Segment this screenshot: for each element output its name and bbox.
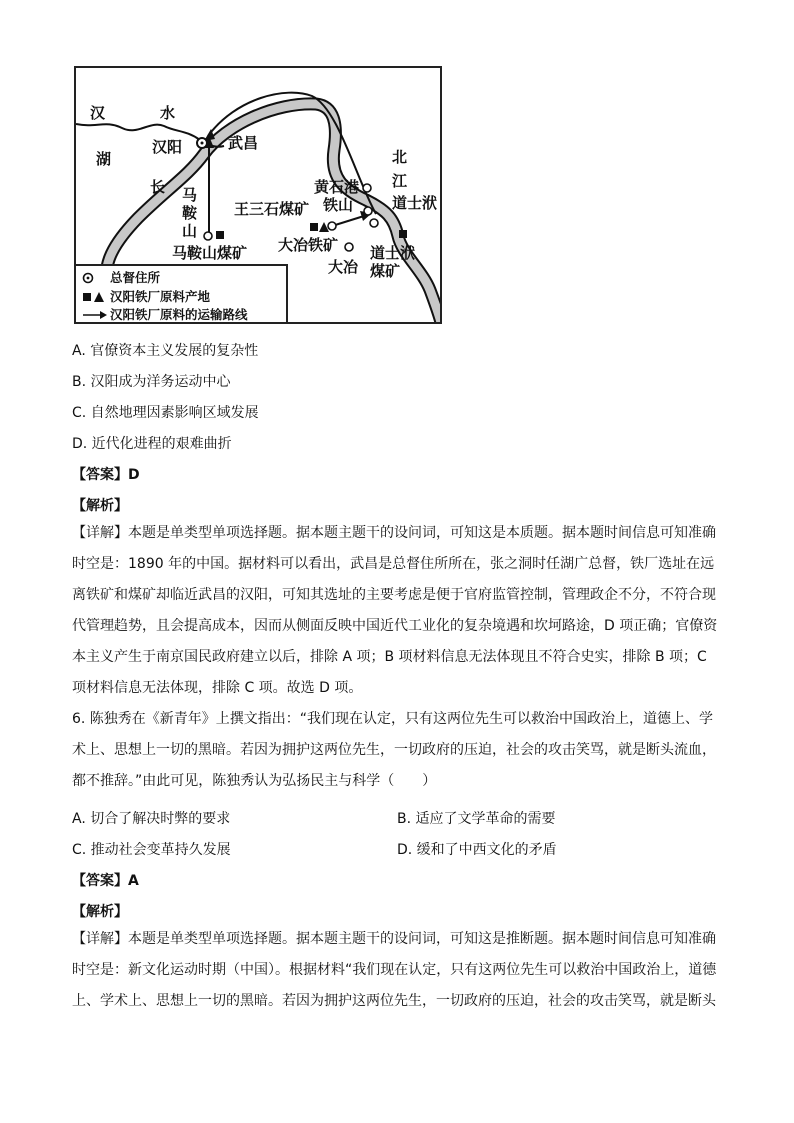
map-label-huangshigang: 黄石港 — [314, 178, 360, 196]
q6-option-b: B. 适应了文学革命的需要 — [397, 811, 556, 827]
map-label-han: 汉 — [90, 104, 106, 122]
q6-option-a: A. 切合了解决时弊的要求 — [72, 811, 231, 827]
legend-row-source: 汉阳铁厂原料产地 — [82, 291, 210, 304]
map-legend — [76, 264, 288, 324]
map-label-daoshiqi-top: 道士洑 — [392, 194, 438, 212]
site-daye — [345, 243, 353, 251]
map-label-daye: 大冶 — [328, 258, 359, 276]
site-tieshan — [364, 207, 372, 215]
site-maanshan — [204, 232, 212, 240]
map-label-hu: 湖 — [96, 150, 112, 168]
q5-answer: 【答案】D — [72, 467, 140, 483]
map-label-hanyang: 汉阳 — [152, 138, 183, 156]
q6-option-d: D. 缓和了中西文化的矛盾 — [397, 842, 557, 858]
q6-stem: 6. 陈独秀在《新青年》上撰文指出：“我们现在认定，只有这两位先生可以救治中国政治上，道德上、学术上、思想上一切的黑暗。若因为拥护这两位先生，一切政府的压迫，社会的攻击笑骂，就是断头流血，都不推辞。”由此可见，陈独秀认为弘扬民主与科学（ ） — [72, 711, 716, 789]
q5-option-d: D. 近代化进程的艰难曲折 — [72, 436, 232, 452]
q5-detail: 【详解】本题是单类型单项选择题。据本题主题干的设问词，可知这是本质题。据本题时间信息可知准确时空是：1890 年的中国。据材料可以看出，武昌是总督住所所在，张之洞时任湖广总督，铁厂选址在远离铁矿和煤矿却临近武昌的汉阳，可知其选址的主要考虑是便于官府监管控制，管理政企不分，不符合现代管理趋势，且会提高成本，因而从侧面反映中国近代工业化的复杂境遇和坎坷路途，D 项正确；官僚资本主义产生于南京国民政府建立以后，排除 A 项；B 项材料信息无法体现且不符合史实，排除 B 项；C 项材料信息无法体现，排除 C 项。故选 D 项。 — [72, 525, 718, 696]
legend-row-residence: 总督住所 — [82, 272, 160, 285]
map-label-chang: 长 — [150, 178, 166, 196]
coal-mine-marker-daoshiqi — [399, 230, 407, 238]
site-daye-iron — [328, 222, 336, 230]
route-line-daye — [332, 216, 364, 226]
q5-option-a: A. 官僚资本主义发展的复杂性 — [72, 343, 259, 359]
map-label-bei: 北 — [392, 148, 408, 166]
site-daoshiqi — [370, 219, 378, 227]
q6-answer: 【答案】A — [72, 873, 139, 889]
q5-option-b: B. 汉阳成为洋务运动中心 — [72, 374, 231, 390]
hanyang-ironworks-map — [74, 66, 442, 324]
q6-analysis-heading: 【解析】 — [72, 904, 128, 920]
q5-option-c: C. 自然地理因素影响区域发展 — [72, 405, 259, 421]
map-label-shui: 水 — [160, 104, 176, 122]
map-label-jiang: 江 — [392, 172, 408, 190]
map-label-daoshiqi-coal-2: 煤矿 — [370, 262, 401, 280]
legend-row-route: 汉阳铁厂原料的运输路线 — [82, 309, 248, 322]
map-label-daoshiqi-coal: 道士洑 — [370, 244, 416, 262]
q5-analysis-heading: 【解析】 — [72, 498, 128, 514]
q6-option-c: C. 推动社会变革持久发展 — [72, 842, 231, 858]
map-label-maanshan-coal: 马鞍山煤矿 — [172, 244, 248, 262]
map-label-daye-iron: 大冶铁矿 — [278, 236, 339, 254]
map-label-tieshan: 铁山 — [323, 196, 354, 214]
map-label-wuchang: 武昌 — [228, 134, 259, 152]
coal-mine-marker-wangsanshi — [310, 223, 318, 231]
coal-mine-marker-maanshan — [216, 231, 224, 239]
q6-detail: 【详解】本题是单类型单项选择题。据本题主题干的设问词，可知这是推断题。据本题时间信息可知准确时空是：新文化运动时期（中国）。根据材料“我们现在认定，只有这两位先生可以救治中国政治上，道德上、学术上、思想上一切的黑暗。若因为拥护这两位先生，一切政府的压迫，社会的攻击笑骂，就是断头 — [72, 931, 717, 1009]
map-label-maanshan: 马鞍山 — [182, 186, 198, 240]
map-label-wangsanshi: 王三石煤矿 — [234, 200, 310, 218]
site-huangshigang — [363, 184, 371, 192]
